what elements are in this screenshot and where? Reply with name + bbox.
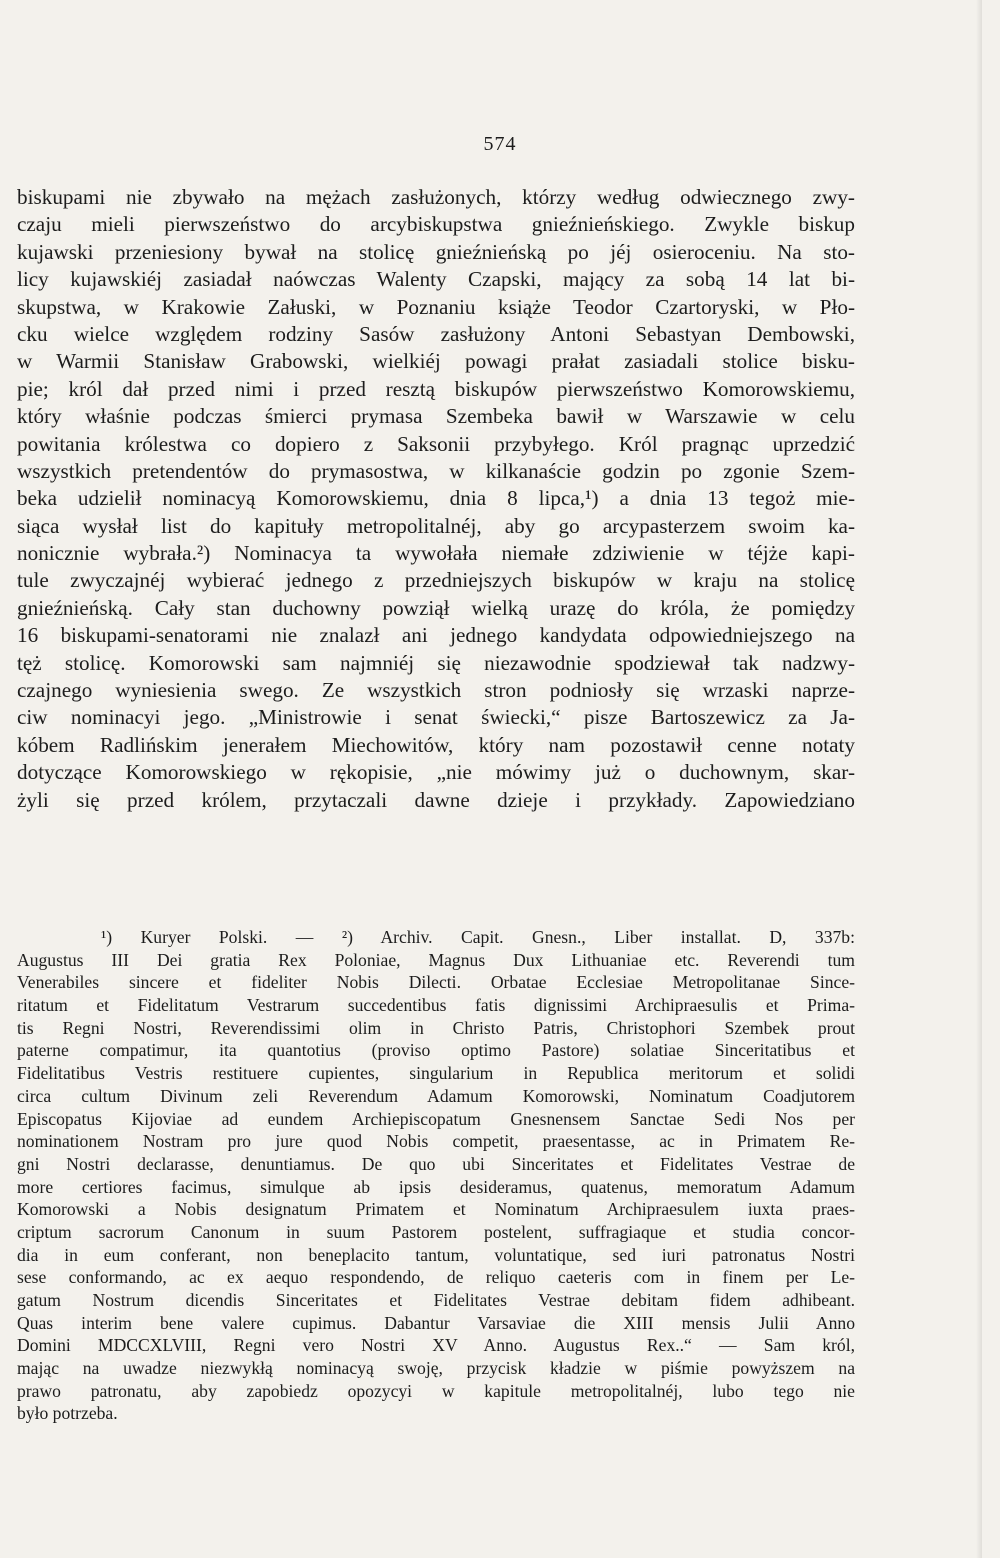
footnote-line: Augustus III Dei gratia Rex Poloniae, Magnus Dux Lithuaniae etc. Reverendi tum (17, 949, 855, 970)
footnote-line: gatum Nostrum dicendis Sinceritates et Fidelitates Vestrae debitam fidem adhibeant. (17, 1290, 855, 1310)
body-line: tęż stolicę. Komorowski sam najmniéj się niezawodnie spodziewał tak nadzwy- (17, 650, 855, 675)
body-line: ciw nominacyi jego. „Ministrowie i senat świecki,“ pisze Bartoszewicz za Ja- (17, 705, 855, 730)
page-number: 574 (483, 133, 517, 155)
footnote-line: prawo patronatu, aby zapobiedz opozycyi w kapitule metropolitalnéj, lubo tego nie (17, 1380, 855, 1401)
body-line: czaju mieli pierwszeństwo do arcybiskupstwa gnieźnieńskiego. Zwykle biskup (17, 212, 855, 237)
body-line: kujawski przeniesiony bywał na stolicę gnieźnieńską po jéj osieroceniu. Na sto- (17, 239, 855, 264)
footnote-line: Venerabiles sincere et fideliter Nobis Dilecti. Orbatae Ecclesiae Metropolitanae Since- (17, 972, 855, 993)
body-line: kóbem Radlińskim jenerałem Miechowitów, który nam pozostawił cenne notaty (17, 732, 855, 757)
body-line: cku wielce względem rodziny Sasów zasłużony Antoni Sebastyan Dembowski, (17, 321, 855, 346)
footnote-line: paterne compatimur, ita quantotius (proviso optimo Pastore) solatiae Sinceritatibus et (17, 1040, 855, 1061)
footnote-line: more certiores facimus, simulque ab ipsis desideramus, quatenus, memoratum Adamum (17, 1176, 855, 1197)
body-line: nonicznie wybrała.²) Nominacya ta wywołała niemałe zdziwienie w téjże kapi- (17, 541, 855, 566)
body-line: skupstwa, w Krakowie Załuski, w Poznaniu książe Teodor Czartoryski, w Pło- (17, 294, 855, 319)
footnotes (17, 926, 855, 1425)
body-line: dotyczące Komorowskiego w rękopisie, „nie mówimy już o duchownym, skar- (17, 760, 855, 785)
footnote-line: gni Nostri declarasse, denuntiamus. De quo ubi Sinceritates et Fidelitates Vestrae de (17, 1153, 855, 1174)
footnote-line: Domini MDCCXLVIII, Regni vero Nostri XV Anno. Augustus Rex..“ — Sam król, (17, 1335, 855, 1356)
body-line: który właśnie podczas śmierci prymasa Szembeka bawił w Warszawie w celu (17, 404, 855, 429)
footnote-line: nominationem Nostram pro jure quod Nobis competit, praesentasse, ac in Primatem Re- (17, 1131, 855, 1152)
page-edge-shadow (976, 0, 982, 1558)
body-line: 16 biskupami-senatorami nie znalazł ani jednego kandydata odpowiedniejszego na (17, 623, 855, 648)
footnote-line: Komorowski a Nobis designatum Primatem et Nominatum Archipraesulem iuxta praes- (17, 1199, 855, 1220)
body-line: siąca wysłał list do kapituły metropolitalnéj, aby go arcypasterzem swoim ka- (17, 513, 855, 538)
footnote-line: mając na uwadze niezwykłą nominacyą swoję, przycisk kładzie w piśmie powyższem na (17, 1358, 855, 1379)
body-line: gnieźnieńską. Cały stan duchowny powziął wielką urazę do króla, że pomiędzy (17, 595, 855, 620)
footnote-line: Quas interim bene valere cupimus. Dabantur Varsaviae die XIII mensis Julii Anno (17, 1312, 855, 1333)
body-line: żyli się przed królem, przytaczali dawne dzieje i przykłady. Zapowiedziano (17, 787, 855, 812)
body-text (17, 184, 855, 814)
body-line: w Warmii Stanisław Grabowski, wielkiéj powagi prałat zasiadali stolice bisku- (17, 349, 855, 374)
footnote-line: Fidelitatibus Vestris restituere cupientes, singularium in Republica meritorum et solidi (17, 1063, 855, 1084)
body-line: beka udzielił nominacyą Komorowskiemu, dnia 8 lipca,¹) a dnia 13 tegoż mie- (17, 486, 855, 511)
footnote-line: criptum sacrorum Canonum in suum Pastorem postelent, suffragiaque et studia concor- (17, 1221, 855, 1242)
footnote-line: ¹) Kuryer Polski. — ²) Archiv. Capit. Gnesn., Liber installat. D, 337b: (101, 927, 855, 947)
footnote-line: ritatum et Fidelitatum Vestrarum succedentibus fatis dignissimi Archipraesulis et Prima- (17, 995, 855, 1016)
footnote-line: dia in eum conferant, non beneplacito tantum, voluntatique, sed iuri patronatus Nostri (17, 1244, 855, 1265)
footnote-line: sese conformando, ac ex aequo respondendo, de reliquo caeteris com in finem per Le- (17, 1267, 855, 1288)
body-line: czajnego wyniesienia swego. Ze wszystkich stron podniosły się wrzaski naprze- (17, 678, 855, 703)
body-line: licy kujawskiéj zasiadał naówczas Walenty Czapski, mający za sobą 14 lat bi- (17, 267, 855, 292)
footnote-line: circa cultum Divinum zeli Reverendum Adamum Komorowski, Nominatum Coadjutorem (17, 1085, 855, 1106)
body-line: pie; król dał przed nimi i przed resztą biskupów pierwszeństwo Komorowskiemu, (17, 376, 855, 401)
footnote-line: było potrzeba. (17, 1403, 118, 1424)
body-line: biskupami nie zbywało na mężach zasłużonych, którzy według odwiecznego zwy- (17, 185, 855, 209)
footnote-line: tis Regni Nostri, Reverendissimi olim in Christo Patris, Christophori Szembek prout (17, 1017, 855, 1038)
footnote-line: Episcopatus Kijoviae ad eundem Archiepiscopatum Gnesnensem Sanctae Sedi Nos per (17, 1108, 855, 1129)
body-line: tule zwyczajnéj wybierać jednego z przedniejszych biskupów w kraju na stolicę (17, 568, 855, 593)
body-line: powitania królestwa co dopiero z Saksonii przybyłego. Król pragnąc uprzedzić (17, 431, 855, 456)
body-line: wszystkich pretendentów do prymasostwa, w kilkanaście godzin po zgonie Szem- (17, 458, 855, 483)
